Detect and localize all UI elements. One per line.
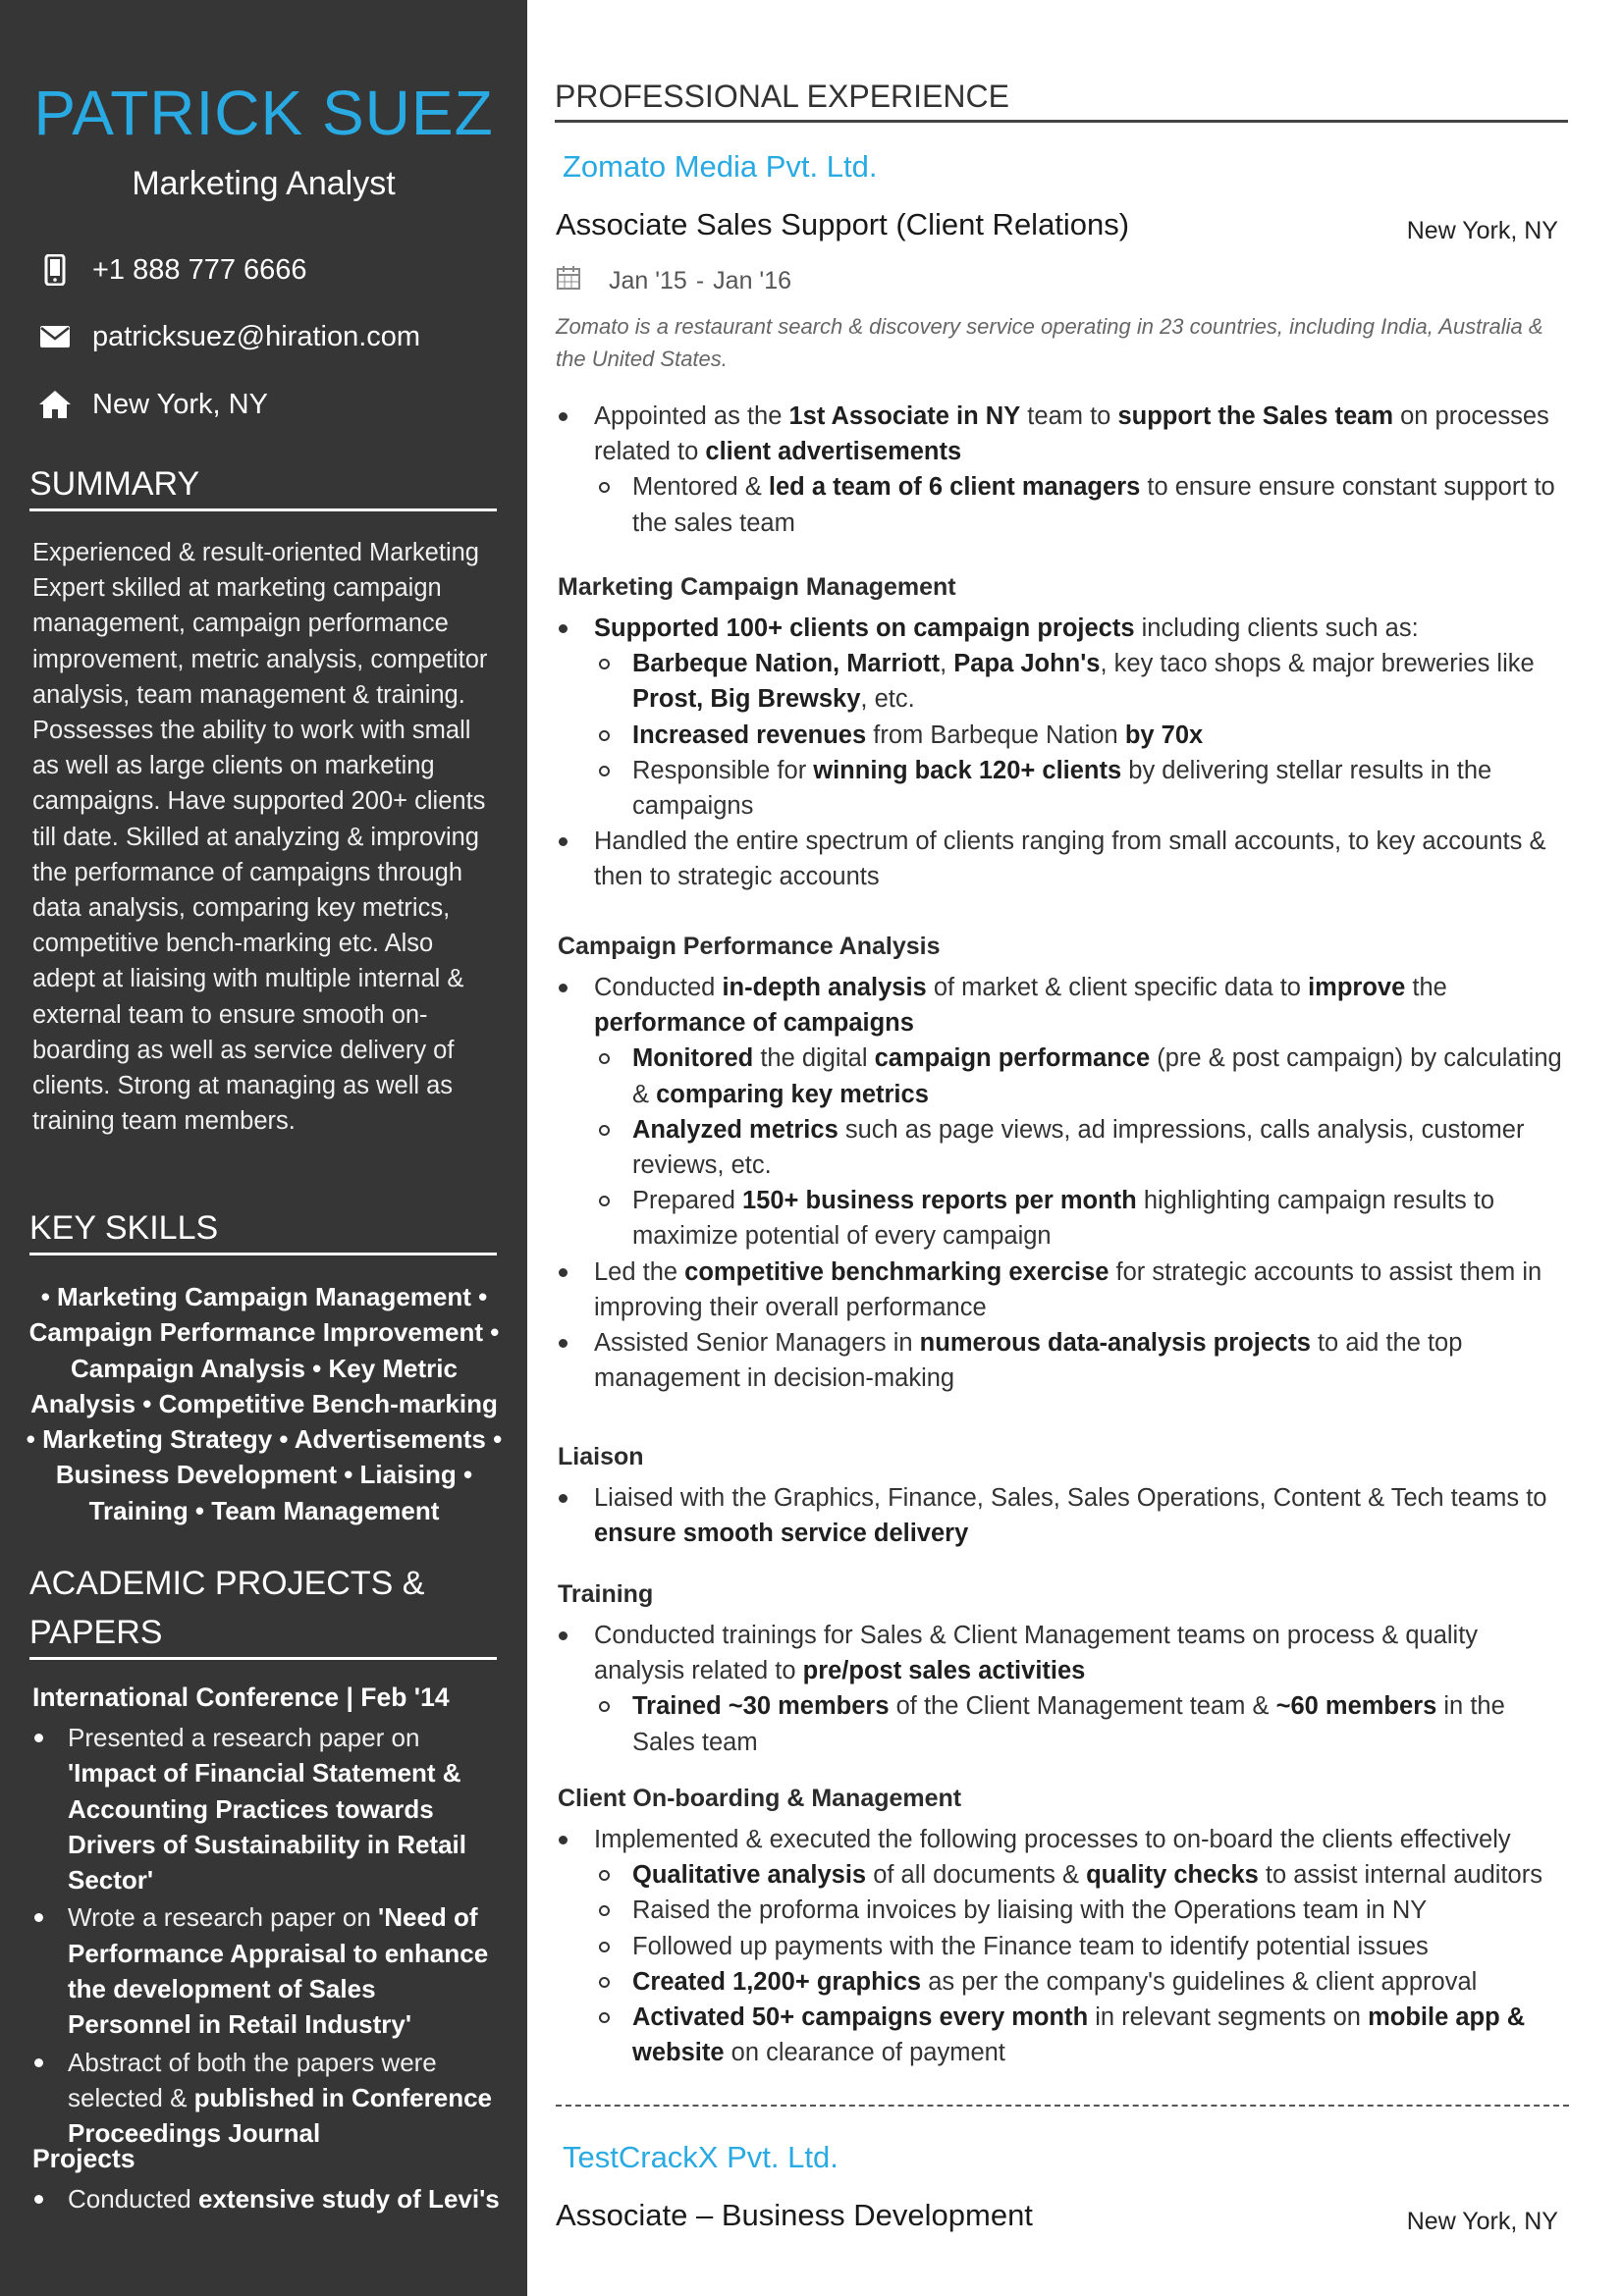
sub-bullet-item [556,1964,1569,2000]
bold-text: competitive benchmarking exercise [684,1257,1109,1286]
bold-text: led a team of 6 client managers [768,473,1141,502]
job-dates [556,263,791,298]
bold-text: Increased revenues [632,721,867,749]
bold-text: improve [1308,974,1406,1001]
bold-text: quality checks [1086,1861,1259,1890]
list-item [29,1899,501,2042]
text: Appointed as the [594,402,789,430]
bold-text: Supported 100+ clients on campaign projects [594,614,1135,642]
text: highlighting campaign results to maximize potential of every campaign [632,1187,1495,1251]
job-location: New York, NY [1406,217,1558,244]
contact-location [35,383,268,426]
bold-text: Created 1,200+ graphics [632,1967,922,1996]
list-item [29,1720,501,1897]
text: of market & client specific data to [926,974,1309,1001]
sub-bullet-item [556,1893,1569,1928]
bold-text: winning back 120+ clients [813,756,1122,784]
sub-bullet-item [556,718,1569,753]
section-title: Campaign Performance Analysis [558,933,941,960]
bold-text: client advertisements [705,438,962,466]
bold-text: extensive study of Levi's [197,2184,500,2214]
mobile-phone-icon [35,250,75,290]
company-description: Zomato is a restaurant search & discovery service operating in 23 countries, including India, Australia & the United States. [556,314,1543,371]
bold-text: campaign performance [874,1044,1151,1073]
date-separator: - [695,266,705,294]
text: , key taco shops & major breweries like [1100,650,1535,678]
bold-text: Monitored [632,1044,754,1073]
envelope-icon [35,317,75,356]
text: Assisted Senior Managers in [594,1329,920,1358]
section-bullets [556,611,1569,895]
text: to assist internal auditors [1258,1861,1542,1890]
academic-list [29,1720,501,2154]
text: in relevant segments on [1088,2003,1369,2032]
job-location-2: New York, NY [1406,2208,1558,2235]
text: Handled the entire spectrum of clients ranging from small accounts, to key accounts & then to strategic accounts [594,828,1546,891]
text: by delivering stellar results in the campaigns [632,756,1492,821]
conference-title: International Conference | Feb '14 [32,1682,450,1712]
text: including clients such as: [1134,614,1419,642]
text: Led the [594,1257,685,1286]
bold-text: Qualitative analysis [632,1861,867,1890]
bullet-item [556,824,1569,894]
text: to aid the top management in decision-making [594,1329,1463,1393]
date-start: Jan '15 [609,266,687,294]
text: such as page views, ad impressions, calls analysis, customer reviews, etc. [632,1115,1525,1180]
sub-bullet-item [556,1112,1569,1183]
key-skills-heading: KEY SKILLS [29,1203,497,1255]
text: the [1405,974,1447,1001]
sub-bullet-item [556,1929,1569,1964]
bold-text: performance of campaigns [594,1009,914,1038]
section-bullets [556,1480,1569,1551]
section-bullets [556,970,1569,1396]
section-title: Training [558,1580,654,1608]
sub-bullet-item [556,1688,1569,1759]
text: Liaised with the Graphics, Finance, Sales, Sales Operations, Content & Tech teams to [594,1484,1547,1512]
bullet-item [556,1618,1569,1688]
sub-bullet-item [556,1183,1569,1254]
text: Abstract of both the papers were selected & [68,2047,437,2112]
text: Conducted trainings for Sales & Client Management teams on process & quality analysis related to [594,1622,1479,1685]
section-bullets [556,1822,1569,2070]
text: for strategic accounts to assist them in improving their overall performance [594,1257,1542,1321]
text: (pre & post campaign) by calculating & [632,1044,1562,1108]
text: Prepared [632,1187,742,1215]
date-end: Jan '16 [713,266,792,294]
sub-bullet-item [556,2000,1569,2070]
location-text: New York, NY [92,388,268,420]
bold-text: numerous data-analysis projects [919,1329,1311,1358]
text: Implemented & executed the following processes to on-board the clients effectively [594,1826,1511,1853]
text: Followed up payments with the Finance team to identify potential issues [632,1932,1429,1960]
intro-bullets [556,399,1569,541]
text: Responsible for [632,756,814,784]
bold-text: ~60 members [1275,1692,1437,1721]
text: team to [1020,402,1118,430]
company-name-2: TestCrackX Pvt. Ltd. [563,2140,839,2174]
email-text[interactable]: patricksuez@hiration.com [92,320,421,352]
bullet-item [556,970,1569,1041]
text: Wrote a research paper on [68,1902,379,1933]
text: to ensure ensure constant support to the sales team [632,473,1555,537]
bold-text: published in Conference Proceedings Journal [68,2082,493,2149]
text: from Barbeque Nation [866,721,1125,749]
text: in the Sales team [632,1692,1505,1756]
text: Mentored & [632,473,769,502]
academic-heading-line1: ACADEMIC PROJECTS & [29,1565,425,1602]
sub-bullet-item [556,469,1569,540]
bold-text: by 70x [1124,721,1204,749]
sub-bullet-item [556,1857,1569,1893]
candidate-name: PATRICK SUEZ [33,78,494,148]
bold-text: ensure smooth service delivery [594,1520,969,1548]
list-item [29,2181,501,2216]
section-title: Marketing Campaign Management [558,573,956,601]
projects-heading: Projects [32,2144,135,2173]
bold-text: Activated 50+ campaigns every month [632,2003,1089,2032]
text: , [940,650,954,678]
academic-heading-line2: PAPERS [29,1614,163,1651]
bold-text: Trained ~30 members [632,1692,890,1721]
bold-text: comparing key metrics [656,1080,929,1108]
text: of the Client Management team & [889,1692,1276,1721]
bold-text: Papa John's [953,650,1101,678]
bullet-item [556,1822,1569,1857]
key-skills-text: • Marketing Campaign Management • Campaign Performance Improvement • Campaign Analysis • Key Metric Analysis • Competitive Bench-marking • Marketing Strategy • Advertisements • Business Development • Liaising • Training • Team Management [26,1282,503,1525]
bold-text: Prost, Big Brewsky [632,685,861,714]
bullet-item [556,611,1569,646]
calendar-icon [556,265,609,297]
job-divider [556,2105,1569,2107]
professional-experience-heading: PROFESSIONAL EXPERIENCE [555,75,1568,123]
section-bullets [556,1618,1569,1760]
bullet-item [556,1325,1569,1396]
text: Conducted [68,2184,198,2214]
text: Presented a research paper on [68,1723,420,1752]
text: the digital [753,1044,875,1073]
bold-text: Barbeque Nation, Marriott [632,650,941,678]
sub-bullet-item [556,1041,1569,1111]
section-title: Client On-boarding & Management [558,1785,962,1812]
summary-heading: SUMMARY [29,459,497,511]
candidate-role: Marketing Analyst [132,165,396,202]
bold-text: 150+ business reports per month [742,1187,1137,1215]
bold-text: in-depth analysis [722,974,927,1001]
bullet-item [556,399,1569,469]
bullet-item [556,1480,1569,1551]
job-title-2: Associate – Business Development [556,2198,1033,2232]
text: of all documents & [866,1861,1087,1890]
bold-text: support the Sales team [1117,402,1394,430]
academic-heading [29,1559,497,1660]
sidebar [0,0,527,2296]
sub-bullet-item [556,753,1569,824]
text: , etc. [860,685,915,714]
text: on clearance of payment [724,2039,1005,2067]
bold-text: pre/post sales activities [802,1657,1086,1685]
job-title: Associate Sales Support (Client Relations) [556,207,1130,241]
text: as per the company's guidelines & client approval [921,1967,1478,1996]
contact-email [35,315,420,358]
text: Raised the proforma invoices by liaising with the Operations team in NY [632,1896,1428,1925]
text: on processes related to [594,402,1549,466]
bold-text: 'Impact of Financial Statement & Accounting Practices towards Drivers of Sustainability in Retail Sector' [68,1758,466,1896]
sub-bullet-item [556,646,1569,717]
phone-text[interactable]: +1 888 777 6666 [92,253,307,286]
summary-text: Experienced & result-oriented Marketing Expert skilled at marketing campaign management, campaign performance improvement, metric analysis, competitor analysis, team management & training. Possesses the ability to work with small as well as large clients on marketing campaigns. Have supported 200+ clients till date. Skilled at analyzing & improving the performance of campaigns through data analysis, comparing key metrics, competitive bench-marking etc. Also adept at liaising with multiple internal & external team to ensure smooth on-boarding as well as service delivery of clients. Strong at managing as well as training team members. [32,539,488,1136]
home-icon [35,385,75,424]
bold-text: 1st Associate in NY [788,402,1021,430]
company-name: Zomato Media Pvt. Ltd. [563,149,878,184]
section-title: Liaison [558,1443,644,1470]
bold-text: Analyzed metrics [632,1115,839,1144]
contact-phone [35,248,307,292]
text: Conducted [594,974,723,1001]
bullet-item [556,1255,1569,1325]
list-item [29,2045,501,2152]
projects-list [29,2181,501,2218]
bold-text: mobile app & website [632,2003,1526,2067]
bold-text: 'Need of Performance Appraisal to enhance the development of Sales Personnel in Retail Industry' [68,1902,489,2040]
